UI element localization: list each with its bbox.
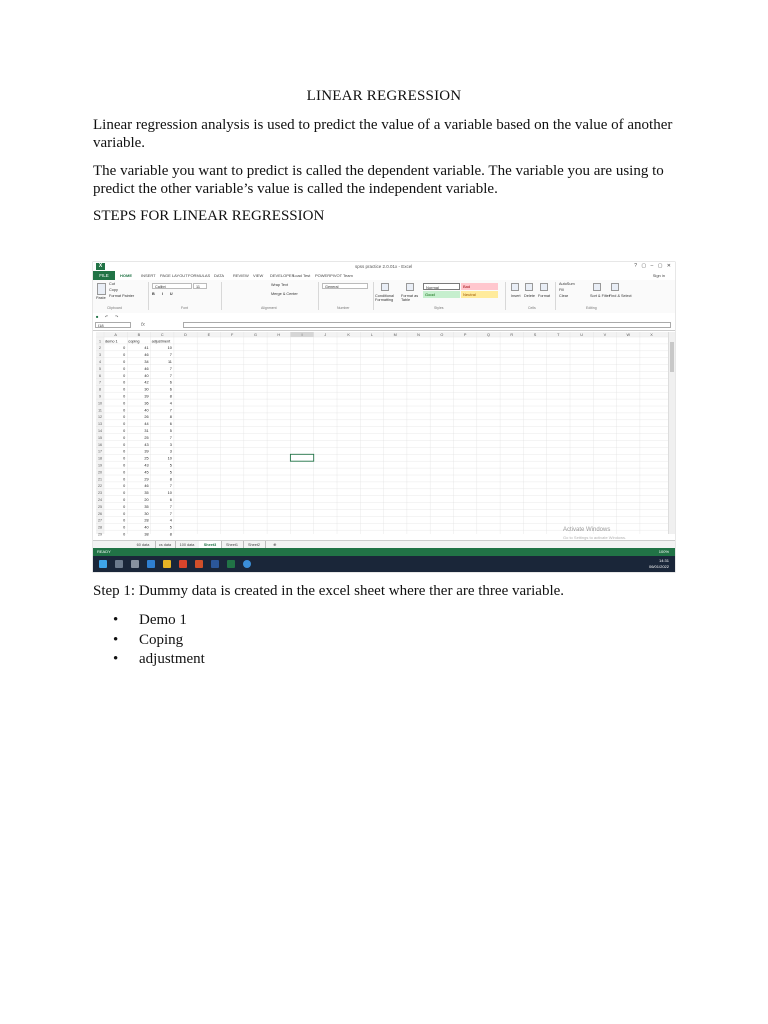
data-cell[interactable]: 0 [123,415,126,420]
ribbon-tab-developer[interactable]: DEVELOPER [270,273,295,278]
row-header[interactable]: 6 [99,373,101,378]
status-bar [93,548,675,556]
data-cell[interactable]: 0 [123,346,126,351]
row-header[interactable]: 1 [99,339,101,344]
data-cell[interactable]: 7 [169,408,172,413]
data-cell[interactable]: 0 [123,525,126,530]
data-cell[interactable]: 8 [169,394,172,399]
row-header[interactable]: 3 [99,353,101,358]
row-header[interactable]: 2 [99,346,101,351]
redo-icon[interactable]: ↷ [115,314,119,319]
data-cell[interactable]: 0 [123,401,126,406]
save-icon[interactable]: ■ [96,314,99,319]
format-cells-icon[interactable] [540,283,548,291]
column-header[interactable]: K [347,333,350,337]
sheet-tab-sheet2[interactable]: Sheet2 [243,541,266,549]
ribbon-divider [373,282,374,310]
file-tab[interactable]: FILE [93,271,115,280]
variable-item: • adjustment [93,650,205,670]
find-select-icon[interactable] [611,283,619,291]
data-cell[interactable]: 0 [123,435,126,440]
data-cell[interactable]: 0 [123,380,126,385]
ribbon-tab-data[interactable]: DATA [214,273,225,278]
data-cell[interactable]: 40 [144,525,149,530]
row-header[interactable]: 16 [98,442,102,447]
data-cell[interactable]: 0 [123,429,126,433]
merge-center-button[interactable]: Merge & Center [271,292,298,296]
column-header[interactable]: T [557,333,560,337]
taskbar-clock[interactable] [649,558,669,569]
data-cell[interactable]: 0 [123,484,126,489]
data-cell[interactable]: 8 [169,532,172,537]
data-cell[interactable]: 0 [123,518,126,523]
group-label-styles: Styles [434,306,444,310]
data-cell[interactable]: 46 [144,366,149,371]
edge-icon[interactable] [147,560,155,568]
zoom-level[interactable]: 100% [658,549,669,554]
column-header[interactable]: I [301,333,303,337]
intro-paragraph: Linear regression analysis is used to predict the value of a variable based on the value of another variable. [93,117,673,151]
data-cell[interactable]: 6 [169,422,172,427]
data-cell[interactable]: 0 [123,477,126,482]
data-cell[interactable]: 31 [144,429,149,433]
fx-label[interactable]: fx [141,322,145,328]
activate-windows-watermark: Activate Windows [563,527,611,533]
number-format-select[interactable]: General [322,283,368,289]
row-header[interactable]: 19 [98,463,102,468]
data-cell[interactable]: 11 [167,360,172,364]
data-cell[interactable]: 38 [144,532,149,537]
data-cell[interactable]: 40 [144,408,149,413]
data-cell[interactable]: 0 [123,498,126,502]
row-header[interactable]: 22 [98,484,102,489]
row-header[interactable]: 15 [98,435,102,440]
app-icon[interactable] [195,560,203,568]
variable-item: • Coping [93,631,205,651]
data-cell[interactable]: 43 [144,442,149,447]
spreadsheet-grid[interactable] [93,332,675,537]
data-cell[interactable]: 46 [144,353,149,358]
row-header[interactable]: 26 [98,511,102,516]
data-cell[interactable]: 26 [144,415,149,420]
paste-icon[interactable] [97,283,106,295]
ribbon-tab-powerpivot[interactable]: POWERPIVOT [315,273,343,278]
column-header[interactable]: U [580,333,584,337]
data-cell[interactable]: 30 [144,511,149,516]
ribbon-divider [221,282,222,310]
insert-cells-button[interactable]: Insert [511,294,521,298]
excel-screenshot [93,262,675,572]
start-icon[interactable] [99,560,107,568]
data-cell[interactable]: 5 [169,429,172,433]
sheet-tab-cs-data[interactable]: cs data [155,541,176,549]
column-header[interactable]: A [114,333,117,337]
ribbon-tab-load-test[interactable]: Load Test [293,273,311,278]
row-header[interactable]: 27 [98,518,102,523]
sheet-tab-100-data[interactable]: 100 data [175,541,200,549]
style-bad[interactable]: Bad [461,283,498,290]
row-header[interactable]: 4 [99,360,101,364]
data-cell[interactable]: 35 [144,504,149,509]
copy-button[interactable]: Copy [109,288,118,292]
group-label-alignment: Alignment [261,306,277,310]
data-cell[interactable]: 0 [123,373,126,378]
column-header[interactable]: C [160,333,164,337]
sheet-tab-sheet3[interactable]: Sheet3 [199,541,222,550]
ribbon-divider [555,282,556,310]
row-header[interactable]: 21 [98,477,102,482]
ribbon-tab-formulas[interactable]: FORMULAS [188,273,211,278]
selected-cell[interactable] [290,454,313,461]
ribbon-tab-team[interactable]: Team [343,273,353,278]
data-cell[interactable]: 42 [144,380,149,385]
data-cell[interactable]: 4 [169,518,172,523]
steps-heading: STEPS FOR LINEAR REGRESSION [93,208,325,224]
undo-icon[interactable]: ↶ [105,314,109,319]
data-cell[interactable]: 30 [144,387,149,392]
sign-in-link[interactable]: Sign in [652,273,665,278]
data-cell[interactable]: 35 [144,491,149,496]
data-cell[interactable]: 3 [169,449,172,454]
data-cell[interactable]: 0 [123,408,126,413]
row-header[interactable]: 17 [98,449,102,454]
ribbon-divider [505,282,506,310]
ribbon-tab-review[interactable]: REVIEW [233,273,249,278]
style-good[interactable]: Good [423,291,460,298]
data-cell[interactable]: 28 [144,518,149,523]
data-cell[interactable]: 0 [123,422,126,427]
column-header[interactable]: H [277,333,281,337]
excel-window-title: spss practice 2.0.01x - Excel [355,264,413,269]
sort-filter-button[interactable]: Sort & Filter [590,294,611,298]
data-cell[interactable]: 7 [169,511,172,516]
conditional-formatting-button[interactable]: Conditional Formatting [375,294,394,302]
data-cell[interactable]: 7 [169,353,172,358]
paste-button[interactable]: Paste [96,296,106,300]
row-header[interactable]: 20 [98,470,102,475]
format-painter-button[interactable]: Format Painter [109,294,135,298]
data-cell[interactable]: 6 [169,380,172,385]
activate-windows-subtext: Go to Settings to activate Windows. [563,535,627,540]
data-cell[interactable]: 43 [144,463,149,468]
header-cell[interactable]: coping [128,339,140,344]
row-header[interactable]: 14 [98,429,102,433]
row-header[interactable]: 8 [99,387,101,392]
column-header[interactable]: W [626,333,631,337]
data-cell[interactable]: 0 [123,456,126,461]
data-cell[interactable]: 29 [144,477,149,482]
word-icon[interactable] [211,560,219,568]
data-cell[interactable]: 0 [123,511,126,516]
column-header[interactable]: N [417,333,420,337]
quick-access-toolbar[interactable] [93,313,675,321]
style-normal[interactable]: Normal [423,283,460,290]
windows-taskbar [93,556,675,572]
step-1-text: Step 1: Dummy data is created in the excel sheet where ther are three variable. [93,583,565,599]
group-label-font: Font [181,306,189,310]
group-label-clipboard: Clipboard [107,306,122,310]
style-neutral[interactable]: Neutral [461,291,498,298]
data-cell[interactable]: 10 [167,346,172,351]
excel-title-bar [93,262,675,271]
search-icon[interactable] [115,560,123,568]
column-header[interactable]: D [184,333,187,337]
name-box[interactable]: I18 [95,322,131,328]
data-cell[interactable]: 4 [169,401,172,406]
data-cell[interactable]: 8 [169,477,172,482]
data-cell[interactable]: 0 [123,463,126,468]
column-header[interactable]: J [324,333,327,337]
data-cell[interactable]: 0 [123,470,126,475]
data-cell[interactable]: 5 [169,470,172,475]
column-header[interactable]: E [207,333,211,337]
sort-filter-icon[interactable] [593,283,601,291]
doc-title: LINEAR REGRESSION [306,88,462,104]
data-cell[interactable]: 44 [144,422,149,427]
data-cell[interactable]: 10 [167,491,172,496]
conditional-formatting-icon[interactable] [381,283,389,291]
data-cell[interactable]: 0 [123,360,126,364]
format-as-table-button[interactable]: Format as Table [401,294,419,302]
ribbon-tabs [93,271,675,280]
column-header[interactable]: P [463,333,467,337]
column-header[interactable]: G [253,333,257,337]
column-header[interactable]: O [440,333,444,337]
data-cell[interactable]: 45 [144,470,149,475]
add-sheet-icon[interactable]: ⊕ [273,543,277,547]
data-cell[interactable]: 7 [169,373,172,378]
column-header-bar [96,332,672,337]
column-header[interactable]: B [137,333,141,337]
variable-list [93,611,205,670]
excel-taskbar-icon[interactable] [227,560,235,568]
row-header[interactable]: 25 [98,504,102,509]
row-header[interactable]: 28 [98,525,102,530]
variable-item: • Demo 1 [93,611,205,631]
ribbon-divider [148,282,149,310]
bold-italic-underline[interactable]: B I U [152,292,176,296]
data-cell[interactable]: 0 [123,366,126,371]
column-header[interactable]: X [650,333,653,337]
data-cell[interactable]: 0 [123,387,126,392]
row-header[interactable]: 29 [98,532,102,537]
data-cell[interactable]: 25 [144,456,149,461]
row-header[interactable]: 10 [98,401,102,406]
data-cell[interactable]: 39 [144,394,149,399]
delete-cells-icon[interactable] [525,283,533,291]
data-cell[interactable]: 3 [169,442,172,447]
data-cell[interactable]: 20 [144,498,149,502]
data-cell[interactable]: 0 [123,394,126,399]
ribbon-tab-page-layout[interactable]: PAGE LAYOUT [160,273,188,278]
file-explorer-icon[interactable] [163,560,171,568]
font-size-select[interactable]: 11 [193,283,207,289]
column-header[interactable]: V [603,333,607,337]
sheet-tab-60-data[interactable]: 60 data [131,541,156,549]
data-cell[interactable]: 10 [167,456,172,461]
data-cell[interactable]: 39 [144,449,149,454]
data-cell[interactable]: 7 [169,484,172,489]
variables-paragraph: The variable you want to predict is called the dependent variable. The variable you are using to predict the other variable’s value is called the independent variable. [93,163,664,197]
format-as-table-icon[interactable] [406,283,414,291]
data-cell[interactable]: 7 [169,366,172,371]
header-cell[interactable]: adjustment [151,339,171,344]
data-cell[interactable]: 8 [169,415,172,420]
data-cell[interactable]: 5 [169,463,172,468]
row-header[interactable]: 7 [99,380,101,385]
column-header[interactable]: Q [486,333,490,337]
ribbon [93,280,675,314]
column-header[interactable]: L [370,333,374,337]
data-cell[interactable]: 41 [144,346,149,351]
clock-date: 06/01/2022 [648,563,669,569]
data-cell[interactable]: 6 [169,498,172,502]
data-cell[interactable]: 25 [144,435,149,440]
row-header[interactable]: 23 [98,491,102,496]
data-cell[interactable]: 0 [123,504,126,509]
data-cell[interactable]: 46 [144,484,149,489]
data-cell[interactable]: 7 [169,504,172,509]
chrome-icon[interactable] [179,560,187,568]
data-cell[interactable]: 0 [123,353,126,358]
format-cells-button[interactable]: Format [538,294,551,298]
formula-input[interactable] [183,322,671,328]
delete-cells-button[interactable]: Delete [524,294,535,298]
row-header[interactable]: 18 [98,456,102,461]
sheet-tab-sheet1[interactable]: Sheet1 [221,541,244,549]
data-cell[interactable]: 5 [169,525,172,530]
insert-cells-icon[interactable] [511,283,519,291]
ribbon-tab-insert[interactable]: INSERT [141,273,156,278]
data-cell[interactable]: 36 [144,401,149,406]
autosum-button[interactable]: AutoSum [559,282,575,286]
data-cell[interactable]: 40 [144,373,149,378]
data-cell[interactable]: 34 [144,360,149,364]
column-header[interactable]: S [533,333,537,337]
data-cell[interactable]: 0 [123,532,126,537]
ribbon-tab-view[interactable]: VIEW [253,273,264,278]
task-view-icon[interactable] [131,560,139,568]
row-header[interactable]: 11 [98,408,102,413]
excel-logo-icon: X [96,263,105,270]
row-header[interactable]: 13 [98,422,102,427]
ribbon-tab-home[interactable]: HOME [120,273,132,278]
window-controls[interactable]: ? ▢ – ▢ ✕ [634,263,671,269]
clock-time: 14:31 [658,558,669,563]
cut-button[interactable]: Cut [109,282,115,286]
vertical-scroll-thumb[interactable] [670,342,674,372]
ribbon-divider [318,282,319,310]
row-header[interactable]: 5 [99,366,101,371]
data-cell[interactable]: 0 [123,442,126,447]
group-label-cells: Cells [528,306,536,310]
data-cell[interactable]: 6 [169,387,172,392]
header-cell[interactable]: demo 1 [105,339,118,344]
group-label-number: Number [337,306,350,310]
status-text: READY [97,549,111,554]
group-label-editing: Editing [586,306,597,310]
wrap-text-button[interactable]: Wrap Text [271,283,288,287]
fill-button[interactable]: Fill [559,288,564,292]
column-header[interactable]: F [230,333,234,337]
clear-button[interactable]: Clear [559,294,569,298]
data-cell[interactable]: 0 [123,449,126,454]
data-cell[interactable]: 7 [169,435,172,440]
find-select-button[interactable]: Find & Select [609,294,632,298]
column-header[interactable]: M [393,333,397,337]
column-header[interactable]: R [510,333,514,337]
formula-bar [93,321,675,331]
browser-icon[interactable] [243,560,251,568]
data-cell[interactable]: 0 [123,491,126,496]
row-header[interactable]: 24 [98,498,102,502]
row-header[interactable]: 12 [98,415,102,420]
row-header[interactable]: 9 [99,394,101,399]
font-name-select[interactable]: Calibri [152,283,192,289]
